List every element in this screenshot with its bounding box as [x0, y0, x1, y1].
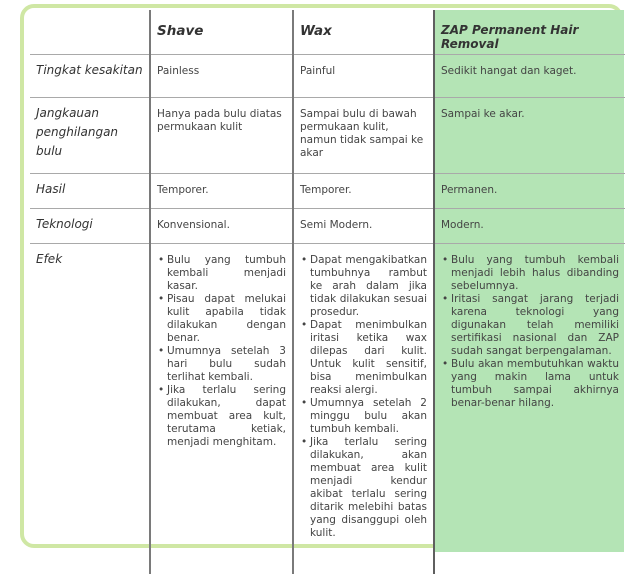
list-item: • Bulu akan membutuhkan waktu yang makin lama untuk tumbuh sampai akhirnya benar-benar hilang.	[451, 358, 619, 410]
table-row	[30, 97, 625, 173]
row-label: Efek	[30, 243, 150, 574]
list-item: • Dapat menimbulkan iritasi ketika wax dilepas dari kulit. Untuk kulit sensitif, bisa menimbulkan reaksi alergi.	[310, 319, 427, 397]
header-zap: ZAP Permanent Hair Removal	[434, 10, 625, 54]
table-row-efek	[30, 243, 625, 574]
header-shave: Shave	[150, 10, 293, 54]
cell-shave: Painless	[150, 54, 293, 97]
list-item: • Jika terlalu sering dilakukan, akan membuat area kulit menjadi kendur akibat terlalu sering ditarik melebihi batas yang disanggupi oleh kulit.	[310, 436, 427, 540]
list-item: • Umumnya setelah 2 minggu bulu akan tumbuh kembali.	[310, 397, 427, 436]
list-item: • Dapat mengakibatkan tumbuhnya rambut ke arah dalam jika tidak dilakukan sesuai prosedur.	[310, 254, 427, 319]
cell-shave: Hanya pada bulu diatas permukaan kulit	[150, 97, 293, 173]
row-label: Jangkauan penghilangan bulu	[30, 97, 150, 173]
header-empty	[30, 10, 150, 54]
cell-wax: Temporer.	[293, 173, 434, 208]
header-wax: Wax	[293, 10, 434, 54]
list-item: • Bulu yang tumbuh kembali menjadi kasar.	[167, 254, 286, 293]
cell-zap: Sampai ke akar.	[434, 97, 625, 173]
cell-shave	[150, 243, 293, 574]
comparison-table	[30, 10, 625, 574]
zap-effects-list	[441, 254, 619, 410]
cell-wax: Sampai bulu di bawah permukaan kulit, namun tidak sampai ke akar	[293, 97, 434, 173]
list-item: • Umumnya setelah 3 hari bulu sudah terlihat kembali.	[167, 345, 286, 384]
cell-wax: Semi Modern.	[293, 208, 434, 243]
cell-shave: Konvensional.	[150, 208, 293, 243]
shave-effects-list	[157, 254, 286, 449]
list-item: • Pisau dapat melukai kulit apabila tidak dilakukan dengan benar.	[167, 293, 286, 345]
cell-wax	[293, 243, 434, 574]
row-label: Teknologi	[30, 208, 150, 243]
cell-zap: Sedikit hangat dan kaget.	[434, 54, 625, 97]
cell-shave: Temporer.	[150, 173, 293, 208]
header-row	[30, 10, 625, 54]
table-row	[30, 54, 625, 97]
cell-zap	[434, 243, 625, 574]
cell-zap: Modern.	[434, 208, 625, 243]
table-row	[30, 208, 625, 243]
list-item: • Bulu yang tumbuh kembali menjadi lebih halus dibanding sebelumnya.	[451, 254, 619, 293]
cell-wax: Painful	[293, 54, 434, 97]
row-label: Hasil	[30, 173, 150, 208]
list-item: • Jika terlalu sering dilakukan, dapat membuat area kult, terutama ketiak, menjadi menghitam.	[167, 384, 286, 449]
wax-effects-list	[300, 254, 427, 540]
cell-zap: Permanen.	[434, 173, 625, 208]
table-row	[30, 173, 625, 208]
list-item: • Iritasi sangat jarang terjadi karena teknologi yang digunakan telah memiliki sertifikasi nasional dan ZAP sudah sangat berpengalaman.	[451, 293, 619, 358]
row-label: Tingkat kesakitan	[30, 54, 150, 97]
